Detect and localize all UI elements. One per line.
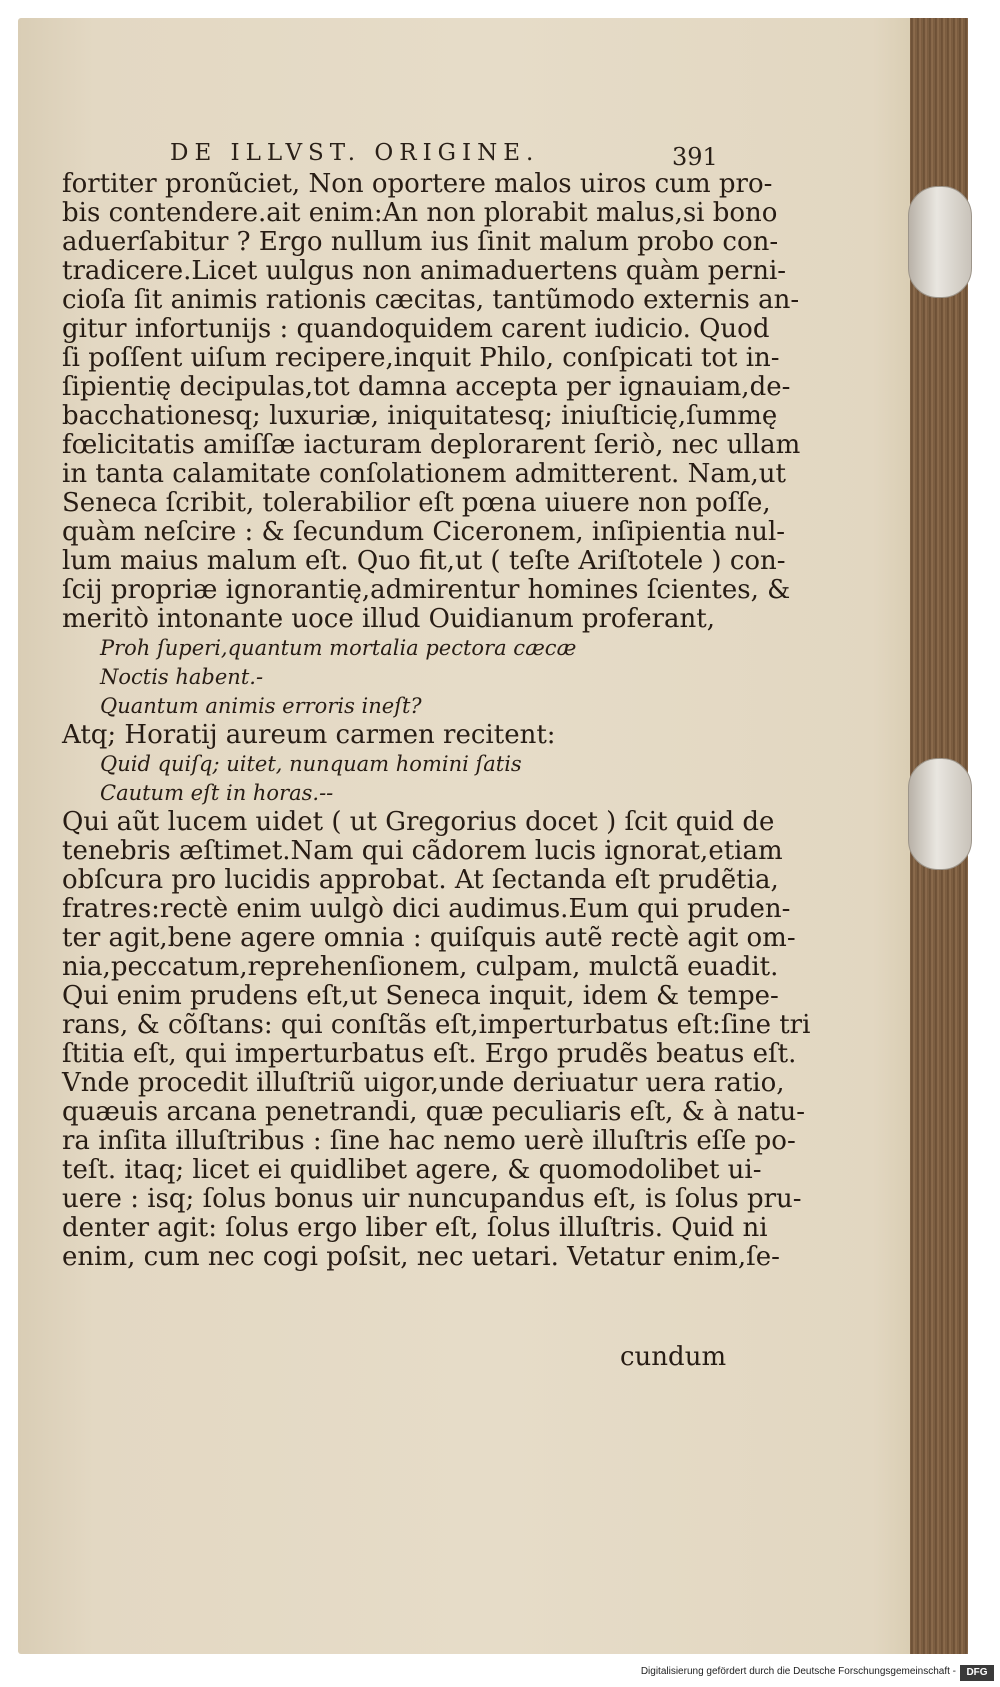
text-line: bis contendere.ait enim:An non plorabit malus,si bono — [62, 198, 778, 228]
text-line: gitur infortunijs : quandoquidem carent iudicio. Quod — [62, 314, 770, 344]
text-line: Qui enim prudens eſt,ut Seneca inquit, idem & tempe- — [62, 981, 779, 1011]
page-clip-bottom — [908, 758, 972, 870]
text-line: ſipientię decipulas,tot damna accepta per ignauiam,de- — [62, 372, 791, 402]
text-line: ſcij propriæ ignorantię,admirentur homines ſcientes, & — [62, 575, 791, 605]
verse-line: Cautum eſt in horas.-- — [100, 781, 334, 805]
text-line: Seneca ſcribit, tolerabilior eſt pœna uiuere non poſſe, — [62, 488, 771, 518]
text-line: quæuis arcana penetrandi, quæ peculiaris eſt, & à natu- — [62, 1097, 806, 1127]
text-line: tenebris æſtimet.Nam qui cãdorem lucis ignorat,etiam — [62, 836, 783, 866]
text-line: fortiter pronũciet, Non oportere malos uiros cum pro- — [62, 169, 773, 199]
catchword: cundum — [620, 1342, 727, 1372]
text-line: meritò intonante uoce illud Ouidianum proferant, — [62, 604, 715, 634]
verse-line: Proh ſuperi,quantum mortalia pectora cæcæ — [100, 636, 577, 660]
text-line: ſi poſſent uiſum recipere,inquit Philo, conſpicati tot in- — [62, 343, 780, 373]
footer-credit: Digitalisierung gefördert durch die Deutsche Forschungsgemeinschaft - — [640, 1666, 956, 1677]
text-line: tradicere.Licet uulgus non animaduertens quàm perni- — [62, 256, 787, 286]
text-line: uere : isq; ſolus bonus uir nuncupandus eſt, is ſolus pru- — [62, 1184, 802, 1214]
digitization-footer — [0, 1662, 1000, 1687]
text-line: Vnde procedit illuſtriũ uigor,unde deriuatur uera ratio, — [62, 1068, 785, 1098]
text-line: bacchationesq; luxuriæ, iniquitatesq; iniuſticię,ſummę — [62, 401, 778, 431]
text-line: fœlicitatis amiſſæ iacturam deplorarent ſeriò, nec ullam — [62, 430, 801, 460]
text-line: in tanta calamitate conſolationem admitterent. Nam,ut — [62, 459, 786, 489]
dfg-logo: DFG — [960, 1665, 994, 1681]
text-line: teſt. itaq; licet ei quidlibet agere, & quomodolibet ui- — [62, 1155, 762, 1185]
text-line: denter agit: ſolus ergo liber eſt, ſolus illuſtris. Quid ni — [62, 1213, 768, 1243]
transition-line: Atq; Horatij aureum carmen recitent: — [62, 720, 556, 750]
text-line: obſcura pro lucidis approbat. At ſectanda eſt prudẽtia, — [62, 865, 779, 895]
text-line: fratres:rectè enim uulgò dici audimus.Eum qui pruden- — [62, 894, 791, 924]
page-text — [62, 169, 811, 1272]
text-line: ter agit,bene agere omnia : quiſquis autẽ rectè agit om- — [62, 923, 796, 953]
text-line: ſtitia eſt, qui imperturbatus eſt. Ergo prudẽs beatus eſt. — [62, 1039, 797, 1069]
text-line: nia,peccatum,reprehenſionem, culpam, mulctã euadit. — [62, 952, 779, 982]
page-number: 391 — [672, 143, 718, 171]
text-line: enim, cum nec cogi poſsit, nec uetari. Vetatur enim,ſe- — [62, 1242, 780, 1272]
verse-line: Noctis habent.- — [100, 665, 264, 689]
text-line: Qui aũt lucem uidet ( ut Gregorius docet ) ſcit quid de — [62, 807, 775, 837]
text-line: aduerſabitur ? Ergo nullum ius ſinit malum probo con- — [62, 227, 779, 257]
running-head: DE ILLVST. ORIGINE. — [170, 140, 540, 166]
verse-line: Quid quiſq; uitet, nunquam homini ſatis — [100, 752, 522, 776]
page-clip-top — [908, 186, 972, 298]
verse-line: Quantum animis erroris ineſt? — [100, 694, 422, 718]
text-line: lum maius malum eſt. Quo fit,ut ( teſte Ariſtotele ) con- — [62, 546, 786, 576]
text-line: ra inſita illuſtribus : ſine hac nemo uerè illuſtris eſſe po- — [62, 1126, 796, 1156]
text-line: rans, & cõſtans: qui conſtãs eſt,imperturbatus eſt:ſine tri — [62, 1010, 811, 1040]
text-line: quàm neſcire : & ſecundum Ciceronem, inſipientia nul- — [62, 517, 786, 547]
text-line: cioſa ſit animis rationis cæcitas, tantũmodo externis an- — [62, 285, 800, 315]
